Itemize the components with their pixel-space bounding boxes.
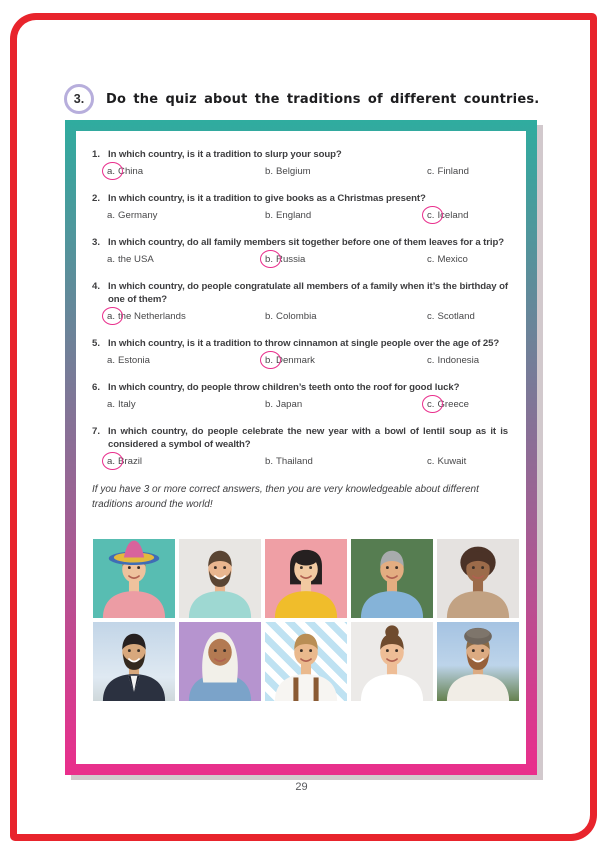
answer-option [107,253,265,266]
option-row [92,310,508,323]
question-text: In which country, is it a tradition to throw cinnamon at single people over the age of 25? [108,338,500,349]
answer-option [427,354,508,367]
photo-man-dark-blazer-bridge [93,622,175,701]
option-row [92,354,508,367]
answer-option [427,398,508,411]
portrait-illustration [351,539,433,618]
question-text: In which country, do people celebrate the new year with a bowl of lentil soup as it is considered a symbol of wealth? [108,426,508,450]
question-line [92,280,508,306]
answer-option [107,354,265,367]
option-text: Brazil [118,456,143,467]
question-number: 5. [92,338,101,349]
option-letter-circled: c. [427,210,435,221]
option-text: Indonesia [437,355,480,366]
answer-option [427,310,508,323]
photo-woman-afro-tan-top [437,539,519,618]
option-letter: c. [427,456,435,467]
photo-man-suspenders-striped-bg [265,622,347,701]
question-row [92,236,508,266]
question-text: In which country, is it a tradition to give books as a Christmas present? [108,193,426,204]
answer-option [427,209,508,222]
option-letter-circled: b. [265,355,274,366]
answer-option [265,209,427,222]
option-letter-circled: a. [107,456,116,467]
photo-woman-sombrero [93,539,175,618]
question-row [92,337,508,367]
portrait-illustration [265,622,347,701]
option-row [92,165,508,178]
question-line [92,148,508,161]
question-list [76,148,526,468]
option-letter-circled: a. [107,311,116,322]
option-letter: a. [107,254,116,265]
answer-option [265,253,427,266]
option-text: the USA [118,254,154,265]
answer-option [107,398,265,411]
option-row [92,209,508,222]
option-text: Kuwait [437,456,467,467]
exercise-number: 3. [73,92,85,106]
option-letter: b. [265,210,274,221]
answer-option [107,165,265,178]
portrait-illustration [93,622,175,701]
photo-woman-hair-bun-white-tshirt [351,622,433,701]
option-text: Mexico [437,254,468,265]
answer-option [265,310,427,323]
option-text: Japan [276,399,303,410]
option-letter: c. [427,166,435,177]
photo-older-man-gray-hair-blue-shirt [351,539,433,618]
question-number: 3. [92,237,101,248]
question-number: 1. [92,149,101,160]
question-text: In which country, do people congratulate all members of a family when it’s the birthday of one of them? [108,281,508,305]
page-number: 29 [295,781,308,793]
photo-woman-white-hijab-denim-jacket [179,622,261,701]
option-text: the Netherlands [118,311,186,322]
option-letter-circled: a. [107,166,116,177]
option-text: Thailand [276,456,313,467]
exercise-number-badge [64,84,94,114]
answer-option [107,455,265,468]
option-text: Italy [118,399,136,410]
exercise-title: Do the quiz about the traditions of different countries. [106,91,540,107]
option-text: Iceland [437,210,469,221]
option-text: China [118,166,144,177]
portrait-illustration [179,622,261,701]
answer-option [427,253,508,266]
option-letter: c. [427,311,435,322]
portrait-illustration [437,539,519,618]
question-row [92,148,508,178]
question-line [92,425,508,451]
portrait-illustration [265,539,347,618]
option-letter: b. [265,311,274,322]
option-text: Colombia [276,311,317,322]
answer-option [107,209,265,222]
question-number: 7. [92,426,101,437]
option-letter-circled: b. [265,254,274,265]
photo-man-fur-hat-outdoors [437,622,519,701]
option-text: Scotland [437,311,475,322]
portrait-illustration [351,622,433,701]
question-row [92,280,508,323]
option-letter: a. [107,399,116,410]
portrait-illustration [179,539,261,618]
question-row [92,192,508,222]
option-row [92,455,508,468]
quiz-note: If you have 3 or more correct answers, then you are very knowledgeable about different traditions around the world! [92,484,479,510]
question-row [92,381,508,411]
answer-option [107,310,265,323]
option-text: Finland [437,166,469,177]
portrait-illustration [93,539,175,618]
question-row [92,425,508,468]
question-text: In which country, is it a tradition to slurp your soup? [108,149,342,160]
question-number: 4. [92,281,101,292]
question-line [92,381,508,394]
portrait-illustration [437,622,519,701]
question-line [92,236,508,249]
question-text: In which country, do people throw children’s teeth onto the roof for good luck? [108,382,460,393]
option-letter: a. [107,355,116,366]
answer-option [427,455,508,468]
option-letter: b. [265,456,274,467]
option-letter: a. [107,210,116,221]
option-row [92,253,508,266]
option-letter: c. [427,355,435,366]
exercise-header [64,84,539,114]
option-text: Denmark [276,355,315,366]
option-text: Belgium [276,166,311,177]
question-line [92,192,508,205]
question-number: 2. [92,193,101,204]
option-letter: b. [265,166,274,177]
option-text: Germany [118,210,158,221]
quiz-box [65,120,537,775]
photo-woman-black-bob-yellow-shirt [265,539,347,618]
option-text: Estonia [118,355,151,366]
option-row [92,398,508,411]
option-letter-circled: c. [427,399,435,410]
answer-option [265,398,427,411]
question-text: In which country, do all family members sit together before one of them leaves for a trip? [108,237,504,248]
option-letter: c. [427,254,435,265]
answer-option [265,354,427,367]
quiz-content [76,131,526,764]
option-text: Greece [437,399,469,410]
photo-bearded-man-teal-shirt [179,539,261,618]
question-number: 6. [92,382,101,393]
answer-option [265,165,427,178]
answer-option [427,165,508,178]
option-letter: b. [265,399,274,410]
answer-option [265,455,427,468]
question-line [92,337,508,350]
option-text: England [276,210,312,221]
option-text: Russia [276,254,306,265]
photo-grid [93,539,526,701]
